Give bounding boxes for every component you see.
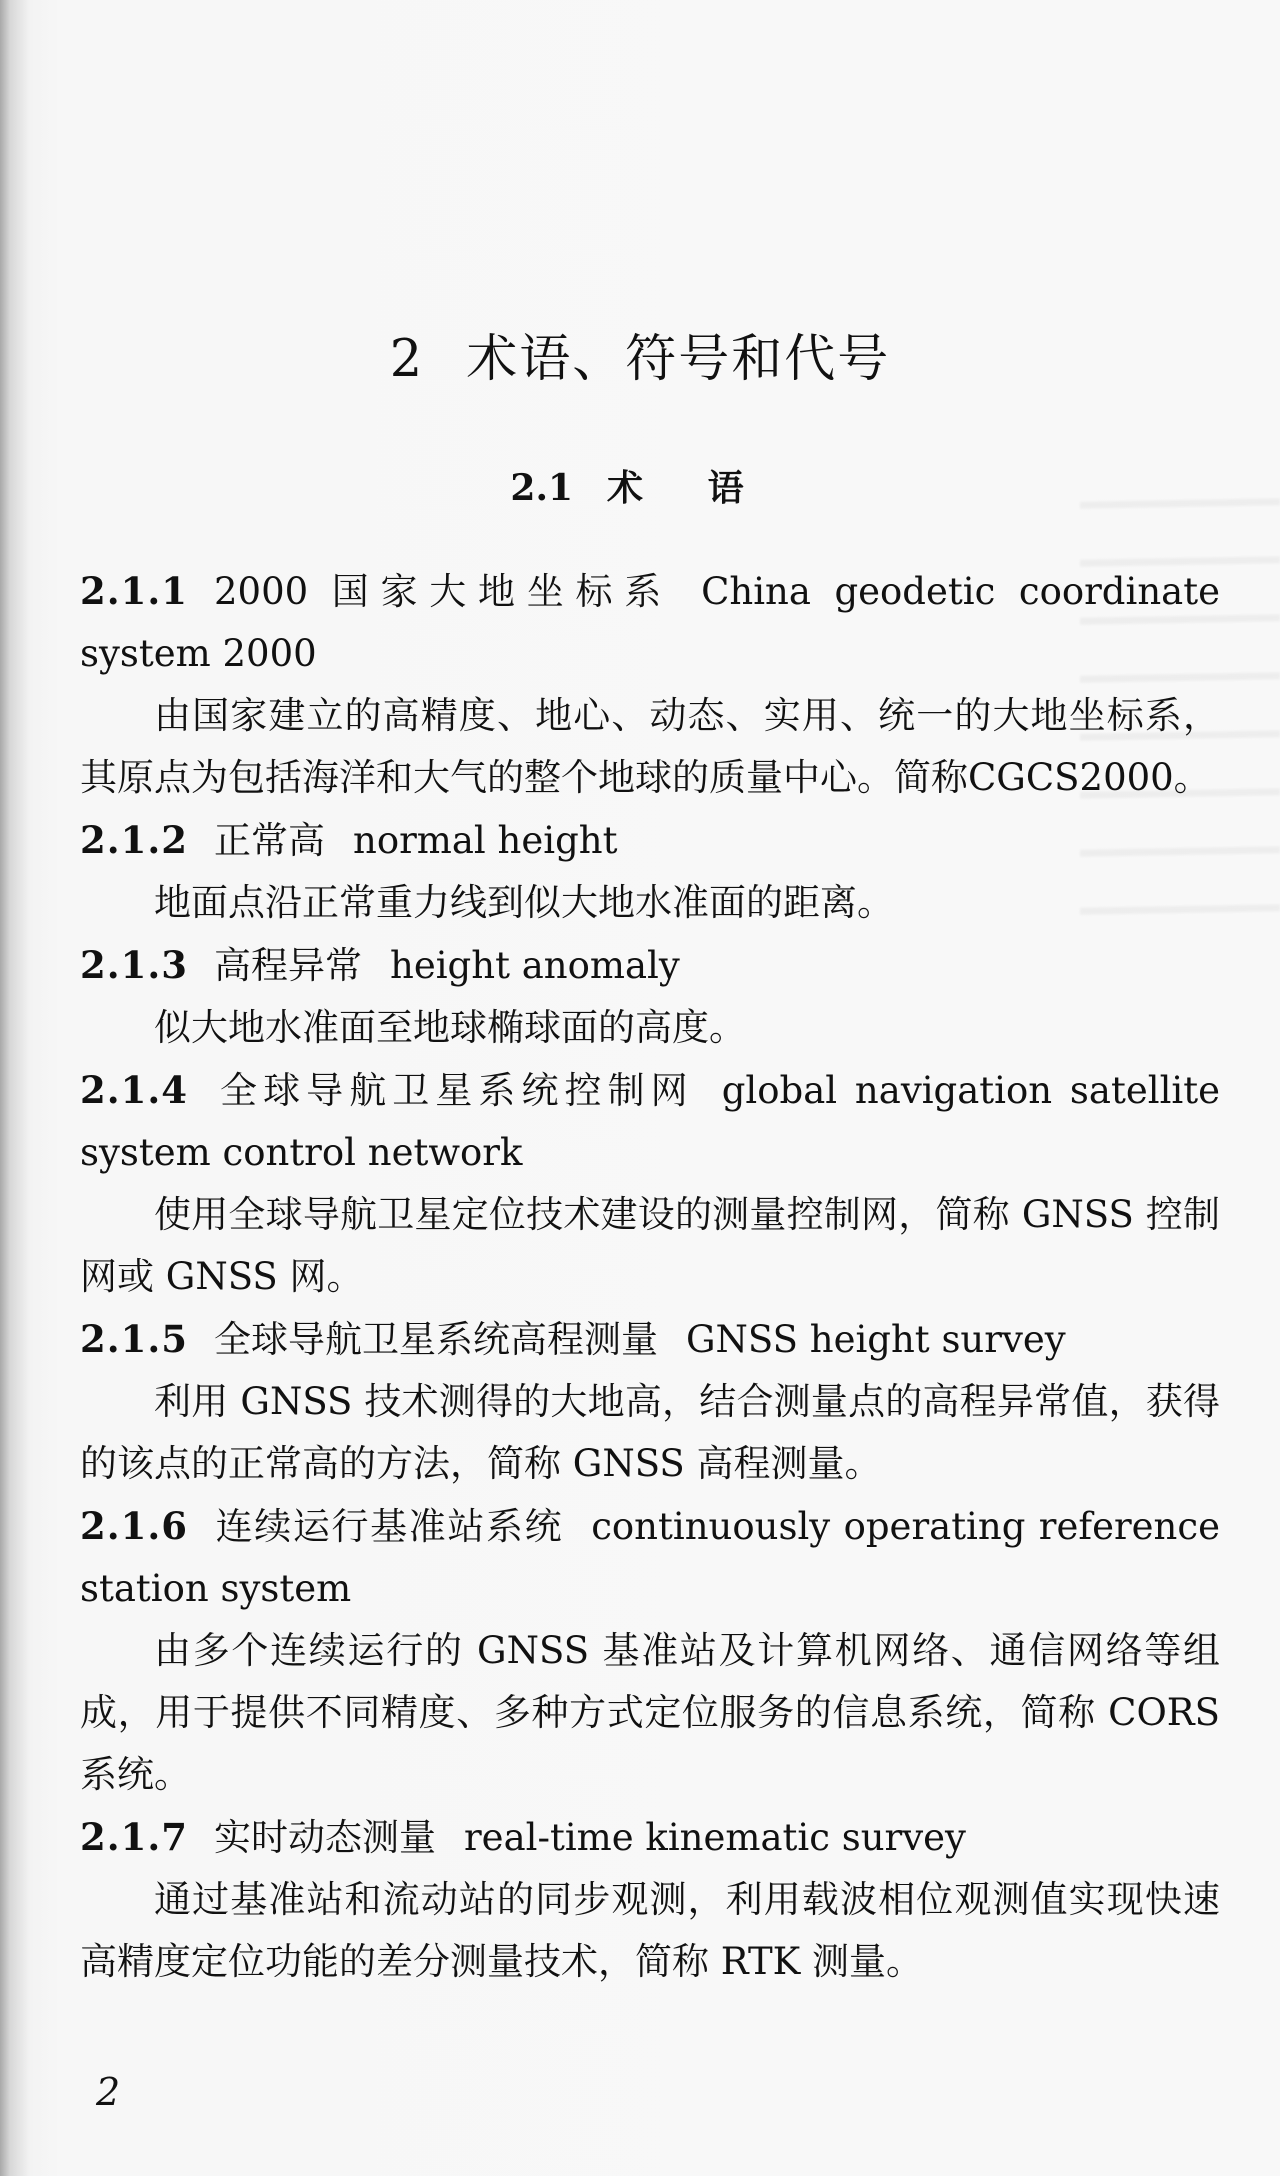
term-entry — [80, 1806, 1220, 1993]
chapter-number: 2 — [389, 330, 425, 389]
term-heading — [80, 809, 1220, 872]
term-english: global navigation satellite system control network — [80, 1069, 1221, 1174]
term-number: 2.1.4 — [80, 1068, 188, 1112]
term-chinese: 2000 国家大地坐标系 — [214, 570, 674, 613]
term-definition: 利用 GNSS 技术测得的大地高，结合测量点的高程异常值，获得的该点的正常高的方法，简称 GNSS 高程测量。 — [80, 1380, 1220, 1485]
term-heading — [80, 1806, 1220, 1869]
term-heading — [80, 560, 1220, 685]
term-definition: 使用全球导航卫星定位技术建设的测量控制网，简称 GNSS 控制网或 GNSS 网。 — [80, 1193, 1220, 1298]
term-chinese: 正常高 — [214, 819, 325, 862]
term-heading — [80, 1308, 1220, 1371]
chapter-heading: 术语、符号和代号 — [466, 330, 891, 389]
term-number: 2.1.7 — [80, 1815, 188, 1859]
term-chinese: 高程异常 — [214, 944, 362, 987]
term-entry — [80, 560, 1220, 809]
term-english: China geodetic coordinate system 2000 — [80, 570, 1220, 675]
term-english: continuously operating reference station system — [80, 1505, 1220, 1610]
term-chinese: 连续运行基准站系统 — [214, 1505, 564, 1548]
term-number: 2.1.6 — [80, 1504, 188, 1548]
term-definition: 由国家建立的高精度、地心、动态、实用、统一的大地坐标系，其原点为包括海洋和大气的整个地球的质量中心。简称CGCS2000。 — [80, 694, 1220, 799]
term-english: GNSS height survey — [686, 1318, 1066, 1361]
term-english: real-time kinematic survey — [464, 1816, 966, 1859]
term-number: 2.1.3 — [80, 943, 188, 987]
term-heading — [80, 1059, 1220, 1184]
term-entry — [80, 809, 1220, 934]
term-definition: 通过基准站和流动站的同步观测，利用载波相位观测值实现快速高精度定位功能的差分测量技术，简称 RTK 测量。 — [80, 1878, 1220, 1983]
term-number: 2.1.2 — [80, 818, 188, 862]
page-number: 2 — [96, 2070, 121, 2114]
term-number: 2.1.1 — [80, 569, 188, 613]
terms-list — [80, 560, 1220, 1993]
term-entry — [80, 934, 1220, 1059]
term-number: 2.1.5 — [80, 1317, 188, 1361]
term-heading — [80, 934, 1220, 997]
chapter-title — [0, 330, 1280, 389]
term-heading — [80, 1495, 1220, 1620]
term-chinese: 全球导航卫星系统控制网 — [214, 1069, 694, 1112]
term-definition: 由多个连续运行的 GNSS 基准站及计算机网络、通信网络等组成，用于提供不同精度、多种方式定位服务的信息系统，简称 CORS 系统。 — [80, 1629, 1220, 1796]
section-heading: 术 语 — [607, 467, 770, 509]
term-definition: 地面点沿正常重力线到似大地水准面的距离。 — [154, 881, 894, 924]
term-chinese: 实时动态测量 — [214, 1816, 436, 1859]
term-entry — [80, 1059, 1220, 1308]
term-english: height anomaly — [390, 944, 680, 987]
section-title — [0, 467, 1280, 509]
term-english: normal height — [353, 819, 618, 862]
term-chinese: 全球导航卫星系统高程测量 — [214, 1318, 658, 1361]
term-definition: 似大地水准面至地球椭球面的高度。 — [154, 1006, 746, 1049]
term-entry — [80, 1495, 1220, 1806]
term-entry — [80, 1308, 1220, 1495]
section-number: 2.1 — [510, 467, 574, 509]
